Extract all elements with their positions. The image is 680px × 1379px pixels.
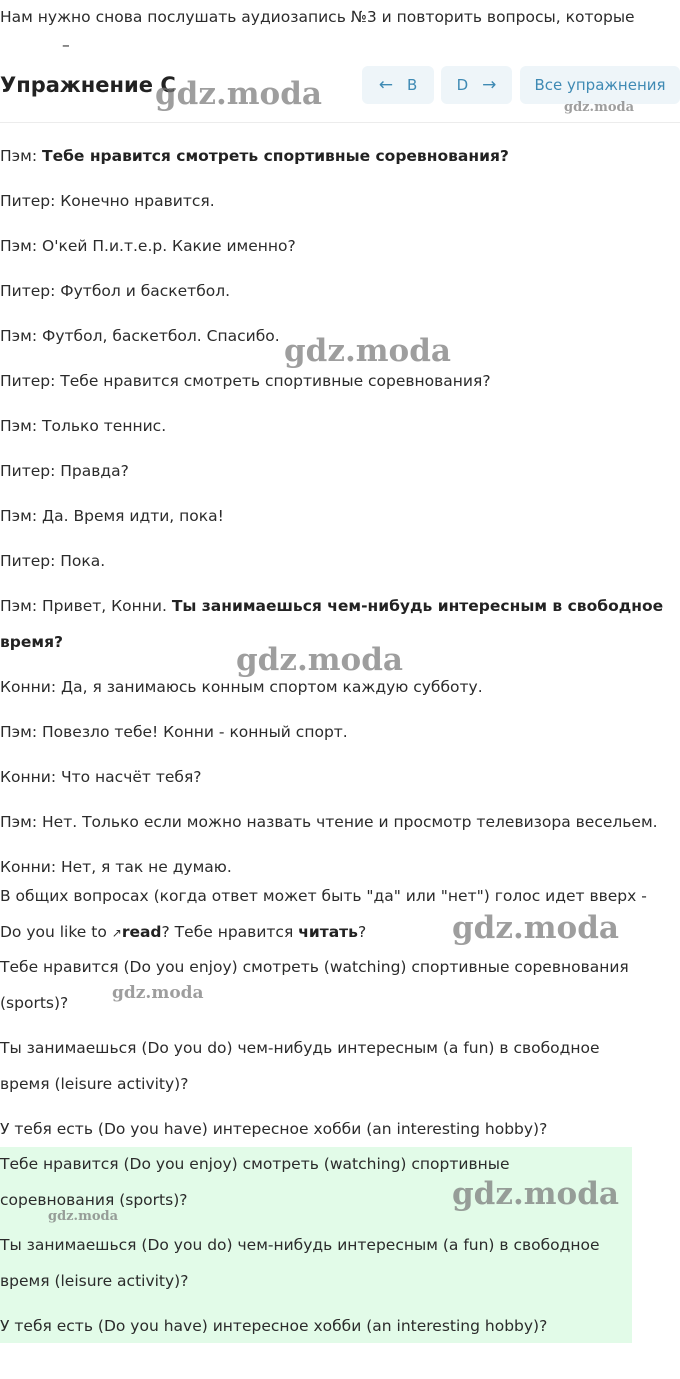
dialogue-line: Пэм: Да. Время идти, пока!: [0, 507, 224, 525]
watermark: gdz.moda: [236, 642, 403, 678]
intro-text: Нам нужно снова послушать аудиозапись №3 и повторить вопросы, которые: [0, 8, 635, 26]
arrow-right-icon: →: [482, 75, 497, 95]
dialogue-line: Питер: Тебе нравится смотреть спортивные соревнования?: [0, 372, 491, 390]
dialogue-line: Пэм: Только теннис.: [0, 417, 167, 435]
dialogue-line: Конни: Да, я занимаюсь конным спортом каждую субботу.: [0, 678, 483, 696]
arrow-up-right-icon: ↗: [111, 926, 122, 940]
watermark: gdz.moda: [452, 910, 619, 946]
question-line: У тебя есть (Do you have) интересное хобби (an interesting hobby)?: [0, 1120, 548, 1138]
question-line-cont: (sports)?: [0, 994, 69, 1012]
answer-line-cont: время (leisure activity)?: [0, 1272, 189, 1290]
question-line: Тебе нравится (Do you enjoy) смотреть (watching) спортивные соревнования: [0, 958, 629, 976]
dialogue-line: Пэм: Футбол, баскетбол. Спасибо.: [0, 327, 280, 345]
watermark: gdz.moda: [284, 333, 451, 369]
all-exercises-label: Все упражнения: [534, 76, 666, 94]
explanation-example: Do you like to ↗read? Тебе нравится читать?: [0, 923, 367, 941]
answer-line: Тебе нравится (Do you enjoy) смотреть (watching) спортивные: [0, 1155, 510, 1173]
watermark: gdz.moda: [564, 100, 635, 115]
all-exercises-button[interactable]: [520, 66, 680, 104]
next-exercise-label: D: [456, 76, 469, 94]
watermark: gdz.moda: [452, 1176, 619, 1212]
dialogue-line: Питер: Футбол и баскетбол.: [0, 282, 231, 300]
question-line: Ты занимаешься (Do you do) чем-нибудь интересным (a fun) в свободное: [0, 1039, 600, 1057]
dialogue-line: Пэм: Тебе нравится смотреть спортивные соревнования?: [0, 147, 509, 165]
prev-exercise-label: B: [406, 76, 418, 94]
prev-exercise-button[interactable]: [362, 66, 434, 104]
explanation-text: В общих вопросах (когда ответ может быть "да" или "нет") голос идет вверх -: [0, 887, 647, 905]
question-line-cont: время (leisure activity)?: [0, 1075, 189, 1093]
dialogue-line: Питер: Правда?: [0, 462, 129, 480]
dialogue-line: Пэм: Привет, Конни. Ты занимаешься чем-нибудь интересным в свободное: [0, 597, 664, 615]
watermark: gdz.moda: [112, 983, 204, 1003]
next-exercise-button[interactable]: [441, 66, 512, 104]
dialogue-line: Питер: Пока.: [0, 552, 106, 570]
dialogue-line: Пэм: Нет. Только если можно назвать чтение и просмотр телевизора весельем.: [0, 813, 658, 831]
answer-line-cont: соревнования (sports)?: [0, 1191, 188, 1209]
answer-line: Ты занимаешься (Do you do) чем-нибудь интересным (a fun) в свободное: [0, 1236, 600, 1254]
page-title: Упражнение C: [0, 73, 176, 97]
dialogue-line: Пэм: Повезло тебе! Конни - конный спорт.: [0, 723, 348, 741]
dialogue-line: Конни: Что насчёт тебя?: [0, 768, 202, 786]
watermark: gdz.moda: [48, 1209, 119, 1224]
watermark: gdz.moda: [155, 76, 322, 112]
dialogue-line-cont: время?: [0, 633, 64, 651]
intro-dash: –: [62, 36, 70, 54]
dialogue-line: Пэм: О'кей П.и.т.е.р. Какие именно?: [0, 237, 296, 255]
answer-line: У тебя есть (Do you have) интересное хобби (an interesting hobby)?: [0, 1317, 548, 1335]
dialogue-line: Конни: Нет, я так не думаю.: [0, 858, 232, 876]
arrow-left-icon: ←: [378, 75, 393, 95]
dialogue-line: Питер: Конечно нравится.: [0, 192, 215, 210]
